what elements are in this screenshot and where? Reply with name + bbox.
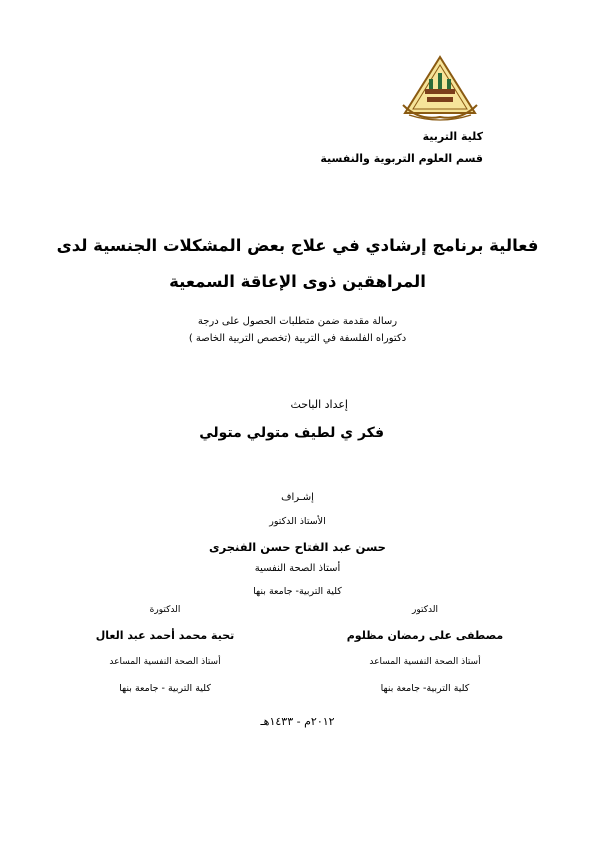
prepared-by-label: إعداد الباحث	[290, 398, 348, 411]
main-supervisor-rank: أستاذ الصحة النفسية	[254, 563, 341, 574]
cosupervisor-1-rank: أستاذ الصحة النفسية المساعد	[369, 657, 481, 667]
department-name: قسم العلوم التربوية والنفسية	[320, 152, 483, 165]
main-supervisor-name: حسن عبد الفتاح حسن الفنجرى	[209, 540, 386, 554]
main-supervisor-affiliation: كلية التربية- جامعة بنها	[253, 586, 342, 597]
cosupervisor-1-title: الدكتور	[412, 605, 438, 615]
cosupervisor-1-affiliation: كلية التربية- جامعة بنها	[380, 683, 470, 694]
cosupervisor-2-name: تحية محمد أحمد عبد العال	[95, 629, 235, 642]
cosupervisor-1-name: مصطفى على رمضان مظلوم	[346, 629, 504, 642]
thesis-title-line-1: فعالية برنامج إرشادي في علاج بعض المشكلات الجنسية لدى	[56, 236, 539, 255]
cosupervisor-2-affiliation: كلية التربية - جامعة بنها	[119, 683, 211, 694]
submission-date: ٢٠١٢م - ١٤٣٣هـ	[260, 715, 335, 728]
researcher-name: فكر ي لطيف متولي متولي	[199, 425, 384, 441]
degree-statement-line-1: رسالة مقدمة ضمن متطلبات الحصول على درجة	[197, 316, 398, 327]
thesis-title-line-2: المراهقين ذوى الإعاقة السمعية	[169, 272, 426, 291]
main-supervisor-title: الأستاذ الدكتور	[269, 516, 326, 527]
degree-statement-line-2: دكتوراه الفلسفة في التربية (تخصص التربية الخاصة )	[188, 333, 407, 344]
university-logo-icon	[399, 55, 481, 123]
cosupervisor-2-rank: أستاذ الصحة النفسية المساعد	[109, 657, 221, 667]
faculty-name: كلية التربية	[422, 130, 483, 143]
cosupervisor-2-title: الدكتورة	[149, 605, 181, 615]
supervision-label: إشـراف	[281, 492, 314, 503]
